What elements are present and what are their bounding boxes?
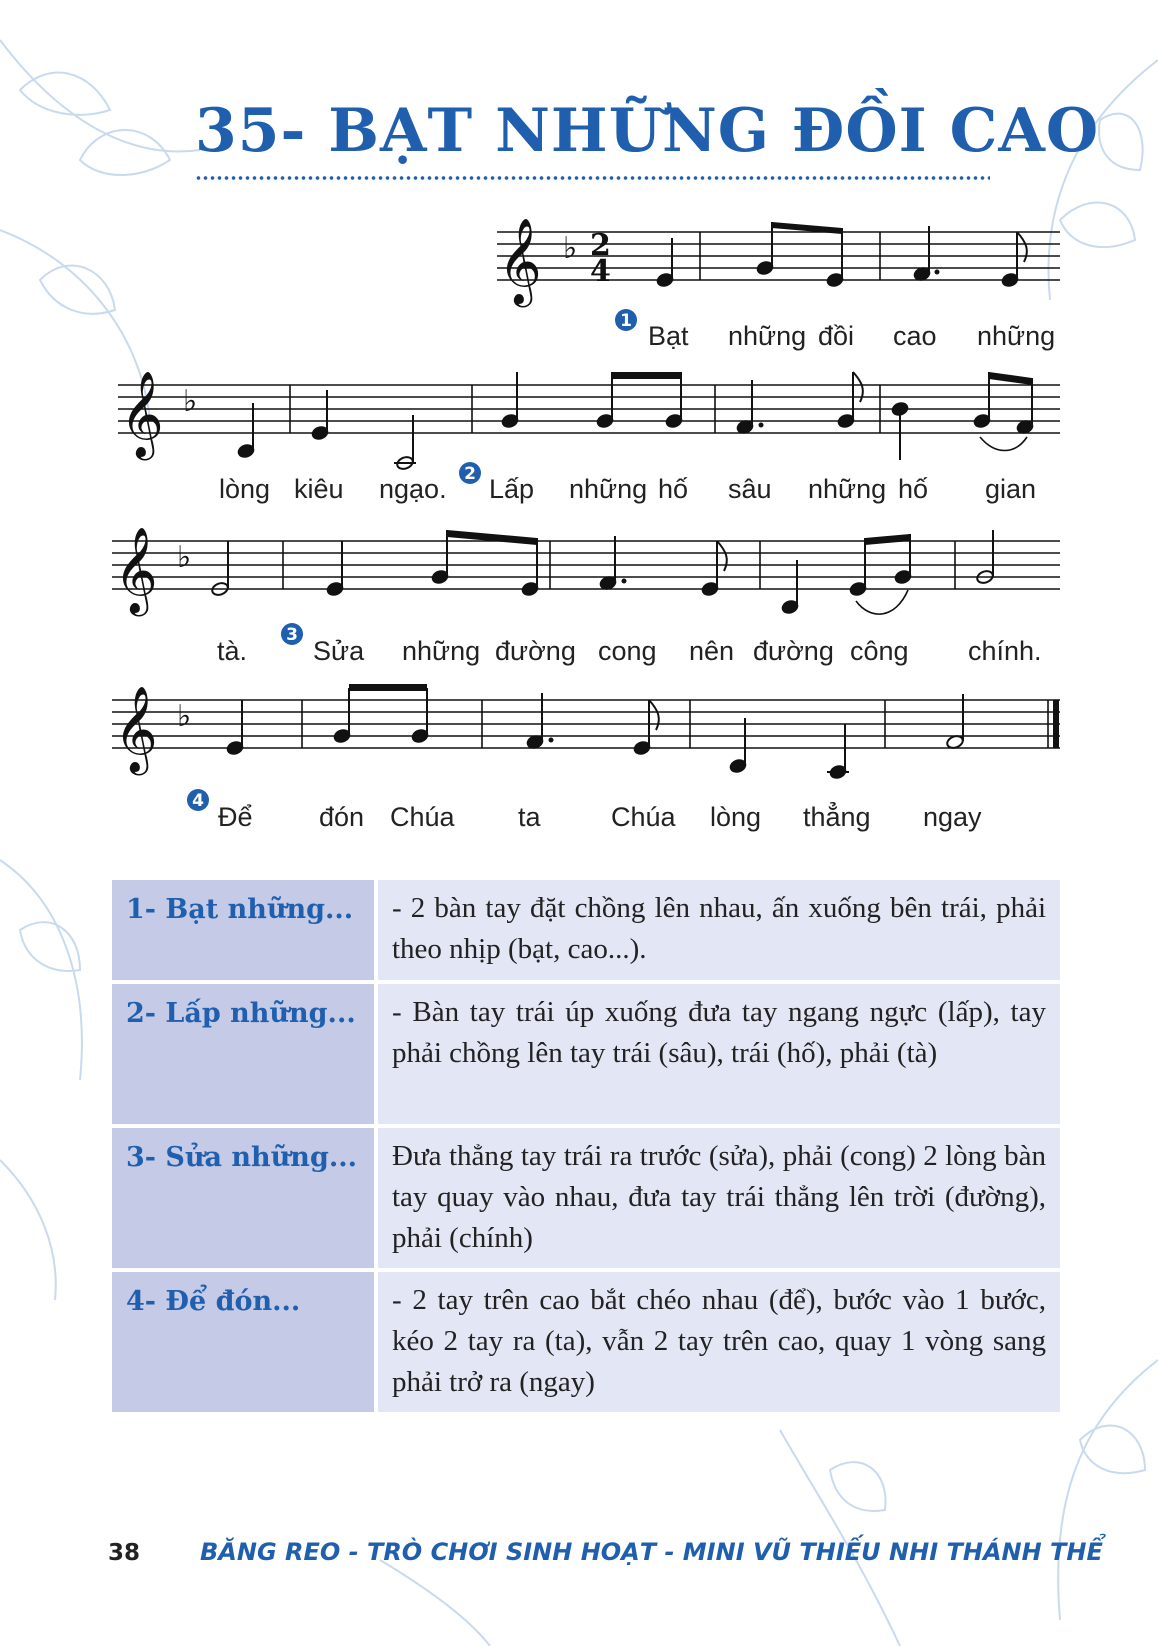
lyrics-line-4 — [218, 800, 982, 832]
lyric-word: đường — [495, 636, 576, 666]
lyric-word: Sửa — [313, 636, 365, 666]
lyric-word: cong — [598, 636, 657, 666]
verse-number-4 — [187, 789, 209, 811]
lyric-word: thẳng — [803, 802, 871, 832]
svg-text:♭: ♭ — [177, 699, 192, 734]
time-signature-top: 2 — [590, 228, 611, 263]
treble-clef-icon: 𝄞 — [114, 527, 158, 613]
lyric-word: công — [850, 636, 909, 666]
lyric-word: Bạt — [648, 321, 689, 351]
lyric-word: lòng — [219, 474, 271, 504]
lyric-word: cao — [893, 321, 937, 351]
page-number: 38 — [108, 1540, 141, 1566]
lyric-word: chính. — [968, 636, 1042, 666]
lyric-word: ngạo. — [379, 474, 447, 504]
verse-number-2 — [459, 462, 481, 484]
action-label: 4- Để đón... — [112, 1272, 378, 1412]
time-signature-bottom: 4 — [590, 254, 611, 289]
lyric-word: hố — [898, 474, 929, 504]
lyric-word: nên — [689, 636, 735, 666]
lyric-word: Chúa — [611, 802, 676, 832]
lyric-word: ta — [518, 802, 541, 832]
action-row — [112, 1272, 1060, 1412]
action-row — [112, 1128, 1060, 1268]
lyric-word: kiêu — [294, 474, 344, 504]
svg-text:♭: ♭ — [177, 540, 192, 575]
lyric-word: những — [977, 321, 1056, 351]
svg-text:2: 2 — [464, 464, 476, 484]
svg-text:4: 4 — [192, 791, 204, 811]
song-title: 35- BẠT NHỮNG ĐỒI CAO — [195, 96, 1100, 166]
treble-clef-icon: 𝄞 — [498, 218, 542, 304]
lyric-word: những — [569, 474, 648, 504]
action-description: Đưa thẳng tay trái ra trước (sửa), phải (cong) 2 lòng bàn tay quay vào nhau, đưa tay trái thẳng lên trời (đường), phải (chính) — [378, 1128, 1060, 1268]
action-row — [112, 984, 1060, 1124]
footer-book-title: BĂNG REO - TRÒ CHƠI SINH HOẠT - MINI VŨ THIẾU NHI THÁNH THỂ — [200, 1538, 1103, 1566]
lyrics-line-2 — [219, 474, 1036, 504]
lyrics-line-3 — [217, 636, 1042, 666]
action-label: 1- Bạt những... — [112, 880, 378, 980]
actions-table — [112, 876, 1060, 1416]
lyric-word: đường — [753, 636, 834, 666]
lyric-word: sâu — [728, 474, 772, 504]
lyric-word: Lấp — [489, 474, 535, 504]
lyric-word: những — [402, 636, 481, 666]
verse-number-1 — [615, 309, 637, 331]
action-label: 3- Sửa những... — [112, 1128, 378, 1268]
lyric-word: hố — [658, 474, 689, 504]
action-label: 2- Lấp những... — [112, 984, 378, 1124]
lyric-word: lòng — [710, 802, 762, 832]
action-description: - 2 bàn tay đặt chồng lên nhau, ấn xuống bên trái, phải theo nhịp (bạt, cao...). — [378, 880, 1060, 980]
lyric-word: đồi — [818, 321, 855, 351]
treble-clef-icon: 𝄞 — [114, 686, 158, 772]
lyric-word: tà. — [217, 636, 248, 666]
lyric-word: ngay — [923, 802, 982, 832]
lyric-word: những — [808, 474, 887, 504]
action-row — [112, 880, 1060, 980]
svg-text:1: 1 — [620, 311, 632, 331]
lyric-word: Để — [218, 802, 253, 832]
lyric-word: đón — [319, 802, 365, 832]
svg-text:3: 3 — [286, 625, 298, 645]
lyric-word: Chúa — [390, 802, 455, 832]
lyric-word: những — [728, 321, 807, 351]
action-description: - 2 tay trên cao bắt chéo nhau (để), bước vào 1 bước, kéo 2 tay ra (ta), vẫn 2 tay trên cao, quay 1 vòng sang phải trở ra (ngay) — [378, 1272, 1060, 1412]
lyrics-line-1 — [648, 321, 1055, 351]
treble-clef-icon: 𝄞 — [120, 371, 164, 457]
svg-text:♭: ♭ — [183, 384, 198, 419]
svg-text:♭: ♭ — [563, 231, 578, 266]
verse-number-3 — [281, 623, 303, 645]
lyric-word: gian — [985, 474, 1037, 504]
action-description: - Bàn tay trái úp xuống đưa tay ngang ngực (lấp), tay phải chồng lên tay trái (sâu), trái (hố), phải (tà) — [378, 984, 1060, 1124]
